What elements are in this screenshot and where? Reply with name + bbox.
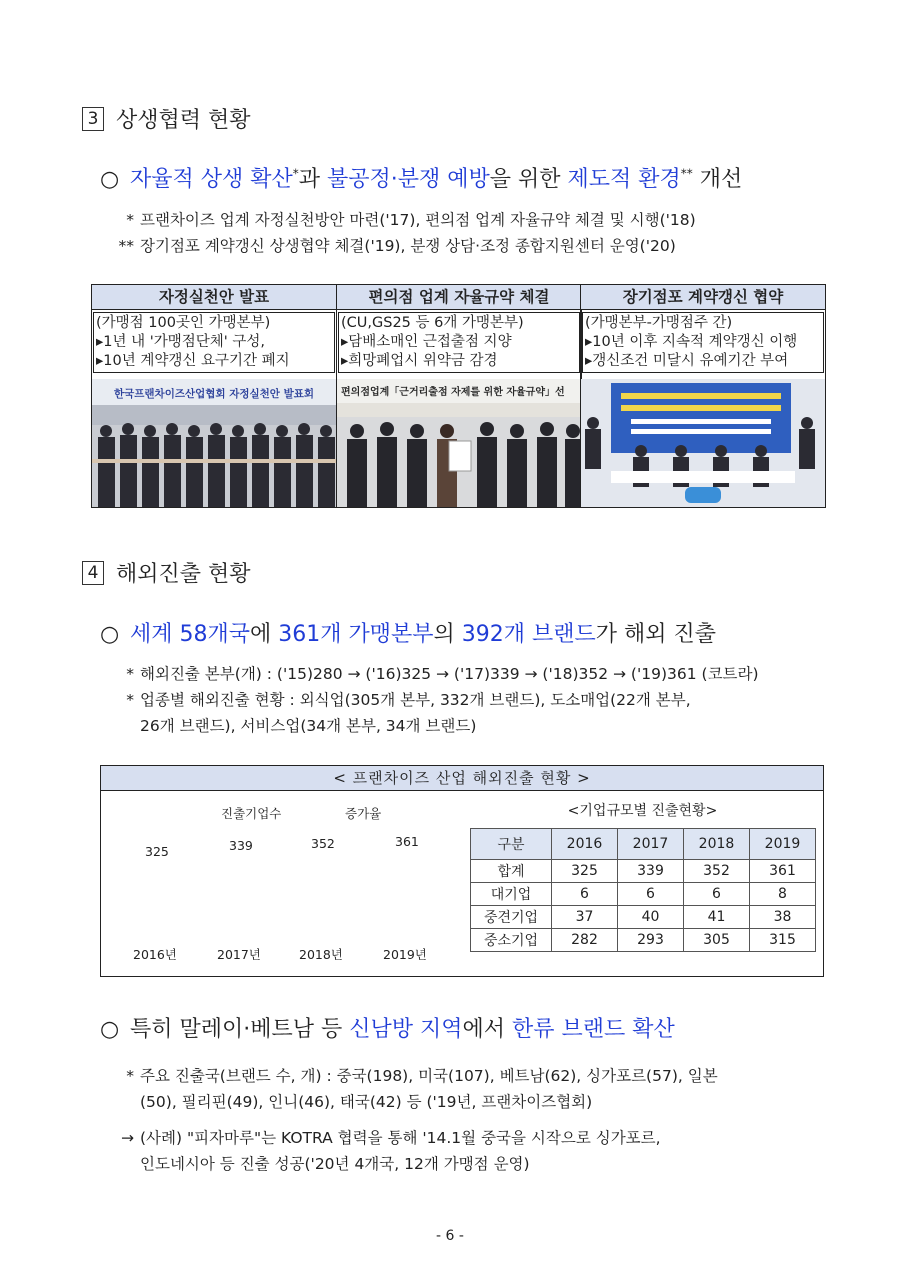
bar-data-label: 325 [145,844,169,859]
table-caption: <기업규모별 진출현황> [567,803,718,819]
panel-line: ▸갱신조건 미달시 유예기간 부여 [585,353,789,369]
table-cell: 6 [618,883,684,906]
column-header: 2019 [750,829,816,860]
x-tick-label: 2019년 [383,947,427,962]
note-text: 프랜차이즈 업계 자정실천방안 마련('17), 편의점 업계 자율규약 체결 및 시행('18) [140,211,696,229]
panel-line: ▸희망폐업시 위약금 감경 [341,353,498,369]
note-line [112,687,759,713]
note-text: 주요 진출국(브랜드 수, 개) : 중국(198), 미국(107), 베트남(62), 싱가포르(57), 일본 [140,1067,718,1085]
section-4-title [82,557,251,588]
note-line [112,207,696,233]
panel-title: 자정실천안 발표 [92,285,336,310]
row-label-cell: 대기업 [471,883,552,906]
panel-line: (가맹본부-가맹점주 간) [585,315,733,331]
panel-info-box [582,312,824,373]
panel-line: ▸1년 내 '가맹점단체' 구성, [96,334,265,350]
note-line [112,1089,718,1115]
photo-banner-text: 한국프랜차이즈산업협회 자정실천안 발표회 [113,388,315,400]
table-title: < 프랜차이즈 산업 해외진출 현황 > [101,766,823,791]
note-marker: * [126,1067,134,1085]
event-photo [337,379,581,507]
table-cell: 282 [552,929,618,952]
legend-series-growth: 증가율 [345,806,382,821]
x-tick-label: 2018년 [299,947,343,962]
highlight-text: 392개 브랜드 [461,622,596,647]
circle-bullet: ○ [100,167,120,192]
table-cell: 8 [750,883,816,906]
size-table [470,828,816,952]
highlight-text: 361개 가맹본부 [278,622,434,647]
table-cell: 325 [552,860,618,883]
bar-data-label: 339 [229,838,253,853]
overseas-status-box [100,765,824,977]
note-line [112,661,759,687]
x-tick-label: 2017년 [217,947,261,962]
note-text: 인도네시아 등 진출 성공('20년 4개국, 12개 가맹점 운영) [140,1155,530,1173]
photo-banner-text: 편의점업계「근거리출점 자제를 위한 자율규약」선 [341,387,565,398]
table-cell: 37 [552,906,618,929]
plain-text: * [292,166,299,181]
note-line [112,713,759,739]
table-cell: 352 [684,860,750,883]
section-title-text: 상생협력 현황 [116,108,251,133]
panel-self-regulation [91,284,337,508]
note-line [112,1151,718,1177]
note-text: 장기점포 계약갱신 상생협약 체결('19), 분쟁 상담·조정 종합지원센터 운영('20) [140,237,676,255]
table-row [471,906,816,929]
table-row [471,883,816,906]
circle-bullet: ○ [100,622,120,647]
panel-line: ▸10년 이후 지속적 계약갱신 이행 [585,334,798,350]
event-photo [92,379,336,507]
note-marker: → [121,1129,134,1147]
table-cell: 38 [750,906,816,929]
section3-notes [112,207,696,259]
table-cell: 339 [618,860,684,883]
panel-line: (가맹점 100곳인 가맹본부) [96,315,271,331]
section4-notes [112,661,759,739]
bullet-overseas [100,617,716,648]
section-title-text: 해외진출 현황 [116,562,251,587]
panel-convenience-store [336,284,582,508]
note-marker: ** [118,237,134,255]
bar-data-label: 352 [311,836,335,851]
plain-text: 특히 말레이·베트남 등 [130,1017,350,1042]
plain-text: 개선 [692,167,743,192]
bullet-text [130,167,742,192]
column-header: 2017 [618,829,684,860]
highlight-text: 자율적 상생 확산 [130,167,293,192]
highlight-text: 세계 58개국 [130,622,250,647]
panel-long-term-store [580,284,826,508]
plain-text: 에서 [462,1017,513,1042]
legend-series-companies: 진출기업수 [221,806,282,821]
note-text: (사례) "피자마루"는 KOTRA 협력을 통해 '14.1월 중국을 시작으로 싱가포르, [140,1129,661,1147]
bar-data-label: 361 [395,834,419,849]
note-text: (50), 필리핀(49), 인니(46), 태국(42) 등 ('19년, 프랜차이즈협회) [140,1093,593,1111]
bullet-text [130,622,716,647]
plain-text: 에 [250,622,279,647]
plain-text: 을 위한 [489,167,568,192]
note-line [112,233,696,259]
plain-text: 의 [433,622,462,647]
column-header: 2018 [684,829,750,860]
panel-title: 장기점포 계약갱신 협약 [581,285,825,310]
plain-text: 가 해외 진출 [595,622,716,647]
panel-line: ▸10년 계약갱신 요구기간 폐지 [96,353,290,369]
table-cell: 41 [684,906,750,929]
section-number-box: 4 [82,561,104,585]
table-cell: 40 [618,906,684,929]
circle-bullet: ○ [100,1017,120,1042]
table-row [471,929,816,952]
panel-line: ▸담배소매인 근접출점 지양 [341,334,512,350]
section-number-box: 3 [82,107,104,131]
note-marker: * [126,665,134,683]
row-label-cell: 합계 [471,860,552,883]
plain-text: 과 [298,167,328,192]
table-cell: 361 [750,860,816,883]
table-cell: 305 [684,929,750,952]
bullet-coop [100,162,742,193]
row-label-cell: 중견기업 [471,906,552,929]
note-line [112,1063,718,1089]
x-tick-label: 2016년 [133,947,177,962]
note-line [112,1125,718,1151]
table-cell: 6 [684,883,750,906]
note-text: 26개 브랜드), 서비스업(34개 본부, 34개 브랜드) [140,717,477,735]
panel-line: (CU,GS25 등 6개 가맹본부) [341,315,524,331]
page-number: - 6 - [436,1228,464,1244]
note-text: 업종별 해외진출 현황 : 외식업(305개 본부, 332개 브랜드), 도소매업(22개 본부, [140,691,691,709]
panel-info-box [93,312,335,373]
table-cell: 293 [618,929,684,952]
plain-text: ** [680,166,693,181]
panel-title: 편의점 업계 자율규약 체결 [337,285,581,310]
bullet-text [130,1017,675,1042]
bullet-southeast-asia [100,1012,675,1043]
note-text: 해외진출 본부(개) : ('15)280 → ('16)325 → ('17)339 → ('18)352 → ('19)361 (코트라) [140,665,759,683]
highlight-text: 불공정·분쟁 예방 [327,167,490,192]
note-marker: * [126,211,134,229]
column-header: 구분 [471,829,552,860]
note-marker: * [126,691,134,709]
table-cell: 315 [750,929,816,952]
highlight-text: 제도적 환경 [567,167,681,192]
panel-info-box [338,312,580,373]
row-label-cell: 중소기업 [471,929,552,952]
column-header: 2016 [552,829,618,860]
section-3-title [82,103,251,134]
event-photo [581,379,825,507]
table-row [471,860,816,883]
highlight-text: 한류 브랜드 확산 [512,1017,675,1042]
table-cell: 6 [552,883,618,906]
section4-notes-2 [112,1063,718,1177]
highlight-text: 신남방 지역 [349,1017,463,1042]
